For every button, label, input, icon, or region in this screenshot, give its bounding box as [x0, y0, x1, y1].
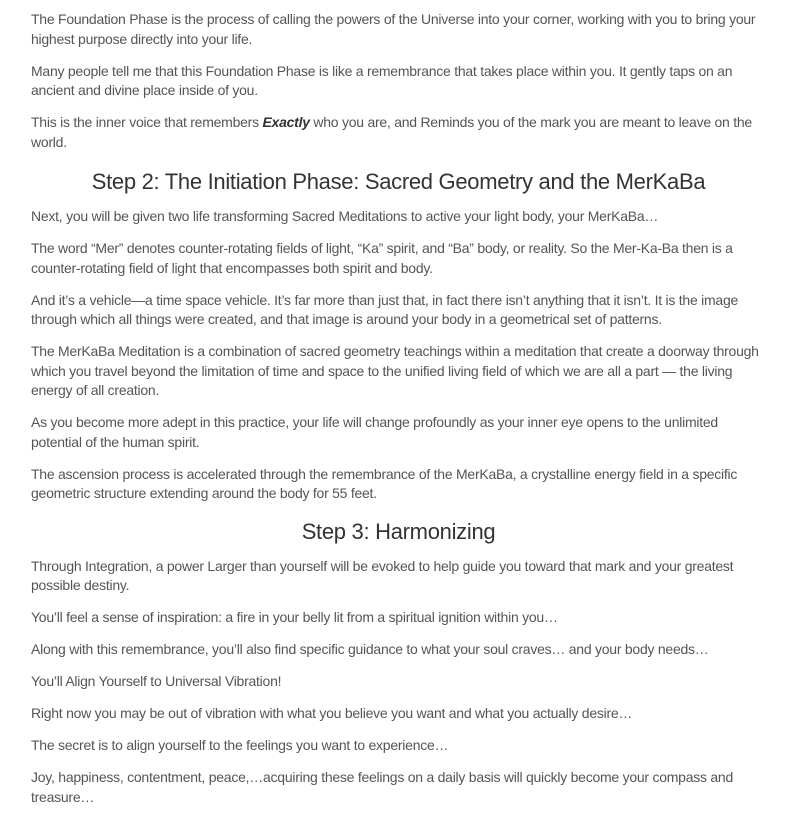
- paragraph: Next, you will be given two life transforming Sacred Meditations to active your light body, your MerKaBa…: [31, 208, 659, 224]
- paragraph: You’ll feel a sense of inspiration: a fire in your belly lit from a spiritual ignition within you…: [31, 609, 558, 625]
- article-body: [31, 10, 766, 820]
- text: who you are, and Reminds you of the mark you are meant to leave on the world.: [31, 114, 752, 150]
- paragraph: Along with this remembrance, you’ll also find specific guidance to what your soul craves… and your body needs…: [31, 641, 709, 657]
- paragraph: The word “Mer” denotes counter-rotating fields of light, “Ka” spirit, and “Ba” body, or reality. So the Mer-Ka-Ba then is a counter-rotating field of light that encompasses both spirit and body.: [31, 240, 733, 276]
- paragraph: The Foundation Phase is the process of calling the powers of the Universe into your corner, working with you to bring your highest purpose directly into your life.: [31, 11, 756, 47]
- step3-heading: Step 3: Harmonizing: [301, 518, 496, 544]
- step2-heading: Step 2: The Initiation Phase: Sacred Geometry and the MerKaBa: [91, 169, 706, 194]
- paragraph: Right now you may be out of vibration with what you believe you want and what you actually desire…: [31, 705, 633, 721]
- paragraph: Joy, happiness, contentment, peace,…acquiring these feelings on a daily basis will quickly become your compass and treasure…: [31, 769, 733, 805]
- paragraph: The ascension process is accelerated through the remembrance of the MerKaBa, a crystalline energy field in a specific geometric structure extending around the body for 55 feet.: [31, 465, 738, 501]
- paragraph: You’ll Align Yourself to Universal Vibration!: [31, 673, 282, 689]
- paragraph: Many people tell me that this Foundation Phase is like a remembrance that takes place within you. It gently taps on an ancient and divine place inside of you.: [31, 62, 733, 98]
- paragraph: The MerKaBa Meditation is a combination of sacred geometry teachings within a meditation that create a doorway through which you travel beyond the limitation of time and space to the unified living field of which we are all a part — the living energy of all creation.: [31, 343, 759, 398]
- text: This is the inner voice that remembers: [31, 114, 263, 130]
- paragraph: [31, 113, 766, 152]
- paragraph: And it’s a vehicle—a time space vehicle. It’s far more than just that, in fact there isn’t anything that it isn’t. It is the image through which all things were created, and that image is around your body in a geometrical set of patterns.: [31, 291, 739, 327]
- paragraph: Through Integration, a power Larger than yourself will be evoked to help guide you toward that mark and your greatest possible destiny.: [31, 557, 734, 593]
- paragraph: The secret is to align yourself to the feelings you want to experience…: [31, 737, 449, 753]
- emphasis-text: Exactly: [262, 114, 310, 130]
- paragraph: As you become more adept in this practice, your life will change profoundly as your inner eye opens to the unlimited potential of the human spirit.: [31, 414, 718, 450]
